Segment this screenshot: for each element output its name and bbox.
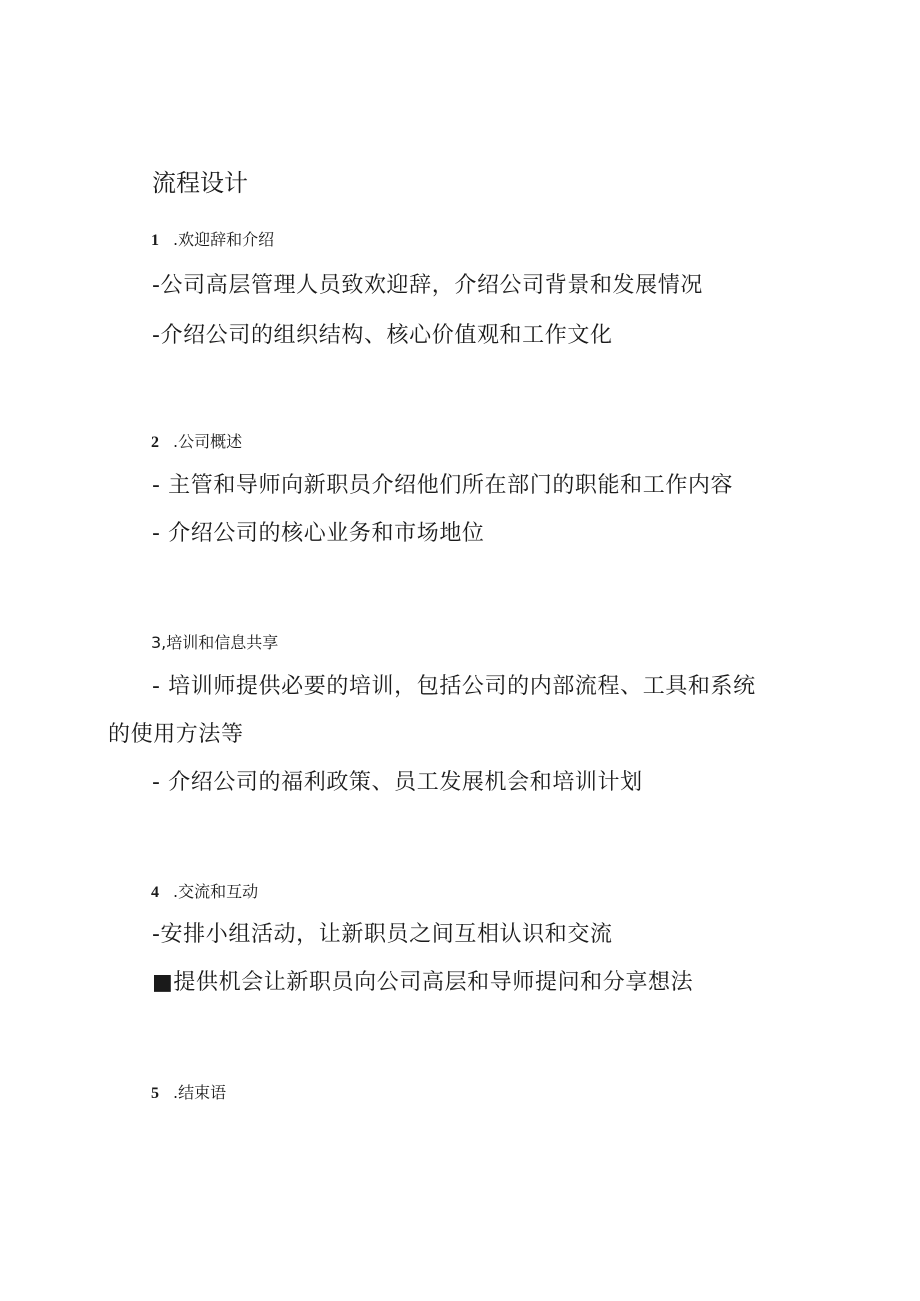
section-1-line-2: -介绍公司的组织结构、核心价值观和工作文化 [152,323,613,348]
section-number: 2 [151,434,159,451]
section-heading-5 [151,1081,226,1106]
section-label: .欢迎辞和介绍 [173,230,275,249]
page-title: 流程设计 [152,169,248,197]
section-3-line-3: - 介绍公司的福利政策、员工发展机会和培训计划 [152,770,643,795]
section-label: .结束语 [173,1083,227,1102]
section-heading-1 [151,228,274,253]
section-label: .交流和互动 [173,882,259,901]
section-heading-3: 3,培训和信息共享 [151,633,279,652]
section-number: 5 [151,1085,159,1102]
section-2-line-2: - 介绍公司的核心业务和市场地位 [152,521,485,546]
section-3-line-1: - 培训师提供必要的培训，包括公司的内部流程、工具和系统 [152,674,756,699]
section-number: 4 [151,884,159,901]
section-heading-4 [151,880,258,905]
section-heading-2 [151,430,242,455]
section-label: .公司概述 [173,432,243,451]
section-3-line-2: 的使用方法等 [108,722,244,747]
section-2-line-1: - 主管和导师向新职员介绍他们所在部门的职能和工作内容 [152,473,734,498]
section-4-line-1: -安排小组活动，让新职员之间互相认识和交流 [152,922,613,947]
section-number: 1 [151,232,159,249]
section-4-line-2: ■提供机会让新职员向公司高层和导师提问和分享想法 [152,970,694,995]
section-1-line-1: -公司高层管理人员致欢迎辞，介绍公司背景和发展情况 [152,273,703,298]
